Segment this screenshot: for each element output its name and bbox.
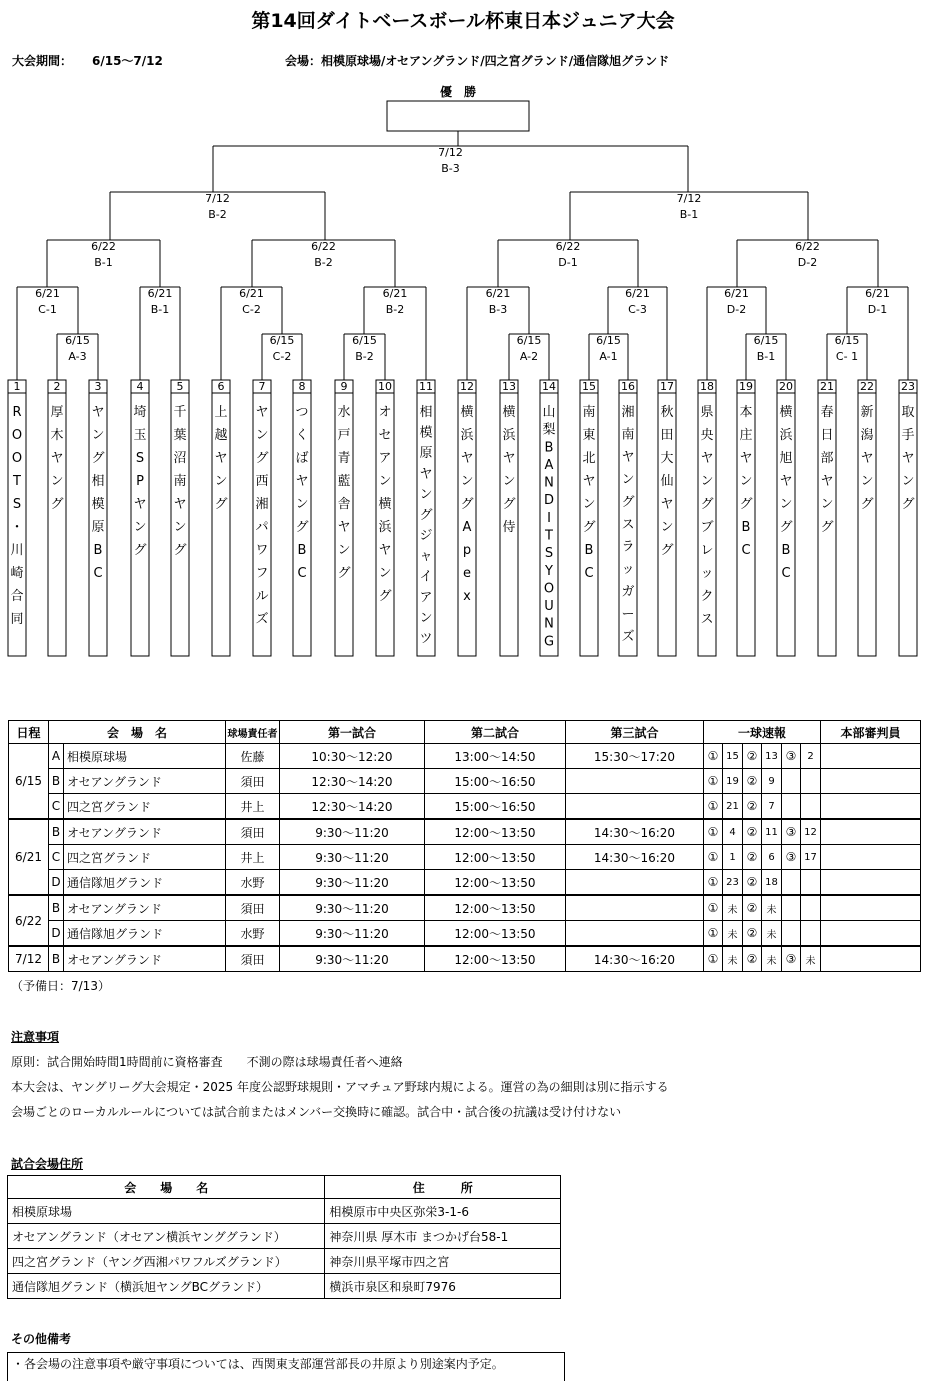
venue-letter: B [49, 819, 64, 845]
umpire-cell [821, 845, 921, 870]
address-col-venue: 会 場 名 [8, 1176, 325, 1199]
reserve-day: （予備日：7/13） [11, 979, 110, 993]
game3-time: 14:30～16:20 [566, 819, 704, 845]
venue-name: 四之宮グランド [64, 794, 226, 820]
result-game-marker: ② [743, 946, 762, 972]
page-title: 第14回ダイトベースボール杯東日本ジュニア大会 [251, 10, 675, 32]
address-row [8, 1274, 561, 1299]
venue-manager: 井上 [226, 794, 280, 820]
game2-time: 15:00～16:50 [425, 769, 566, 794]
game-code: B-2 [314, 256, 333, 269]
game1-time: 9:30～11:20 [280, 845, 425, 870]
game-code: B-1 [756, 350, 776, 363]
game1-time: 9:30～11:20 [280, 946, 425, 972]
header-date: 日程 [9, 721, 49, 744]
umpire-cell [821, 794, 921, 820]
game3-time [566, 794, 704, 820]
team-name: 千葉沼南ヤング [173, 405, 187, 558]
team-number: 5 [176, 380, 184, 393]
game1-time: 12:30～14:20 [280, 769, 425, 794]
game-date: 6/15 [834, 334, 860, 347]
team-name: 横浜ヤング A p e x [460, 405, 474, 604]
venue-letter: D [49, 921, 64, 947]
team-name: オセアン横浜ヤング [378, 405, 392, 604]
game2-time: 12:00～13:50 [425, 921, 566, 947]
result-value: 9 [762, 769, 782, 794]
schedule-row [9, 921, 921, 947]
team-number: 14 [542, 380, 556, 393]
venue-name: 通信隊旭グランド [64, 870, 226, 896]
header-game3: 第三試合 [566, 721, 704, 744]
result-game-marker: ① [704, 819, 723, 845]
team-box [580, 380, 598, 656]
game-code: C-1 [38, 303, 57, 316]
result-game-marker: ① [704, 769, 723, 794]
team-name: 上越ヤング [214, 405, 228, 512]
venue-letter: B [49, 895, 64, 921]
other-heading: その他備考 [11, 1332, 72, 1346]
game2-time: 12:00～13:50 [425, 870, 566, 896]
game-code: B-2 [355, 350, 374, 363]
team-name: ヤング西湘パワフルズ [255, 405, 269, 627]
game-date: 6/21 [382, 287, 408, 300]
team-name: ヤング相模原 B C [91, 405, 105, 581]
schedule-row [9, 946, 921, 972]
result-value [801, 895, 821, 921]
result-value: 15 [723, 744, 743, 769]
result-game-marker: ② [743, 921, 762, 947]
team-box [131, 380, 149, 656]
game-code: B-2 [208, 208, 227, 221]
venue-manager: 須田 [226, 819, 280, 845]
period-label: 大会期間： [12, 54, 73, 68]
game1-time: 10:30～12:20 [280, 744, 425, 769]
venue-manager: 須田 [226, 769, 280, 794]
game-code: C-2 [272, 350, 292, 363]
result-game-marker: ① [704, 870, 723, 896]
venue-manager: 水野 [226, 921, 280, 947]
game3-time: 14:30～16:20 [566, 946, 704, 972]
result-game-marker: ② [743, 769, 762, 794]
note-line: 会場ごとのローカルルールについては試合前またはメンバー交換時に確認。試合中・試合後の抗議は受け付けない [11, 1105, 622, 1119]
team-number: 15 [582, 380, 596, 393]
venue-name: 四之宮グランド [64, 845, 226, 870]
game1-time: 9:30～11:20 [280, 921, 425, 947]
team-number: 19 [739, 380, 753, 393]
team-name: 厚木ヤング [50, 405, 64, 512]
header-game1: 第一試合 [280, 721, 425, 744]
champion-box [387, 101, 529, 131]
game-date: 6/21 [724, 287, 749, 300]
header-game2: 第二試合 [425, 721, 566, 744]
result-value: 7 [762, 794, 782, 820]
venue-manager: 井上 [226, 845, 280, 870]
address-value: 横浜市泉区和泉町7976 [325, 1274, 561, 1299]
team-box [777, 380, 795, 656]
address-row [8, 1249, 561, 1274]
team-number: 10 [378, 380, 392, 393]
game-date: 6/15 [65, 334, 90, 347]
schedule-row [9, 895, 921, 921]
schedule-row [9, 794, 921, 820]
game2-time: 12:00～13:50 [425, 895, 566, 921]
result-value: 13 [762, 744, 782, 769]
game-date: 6/22 [555, 240, 581, 253]
team-number: 2 [53, 380, 61, 393]
result-game-marker: ② [743, 895, 762, 921]
result-game-marker [782, 921, 801, 947]
schedule-date: 6/15 [9, 744, 49, 820]
game-date: 6/15 [596, 334, 621, 347]
schedule-row [9, 870, 921, 896]
result-game-marker [782, 769, 801, 794]
team-number: 4 [136, 380, 144, 393]
team-name: 湘南ヤングスラッガーズ [621, 405, 635, 645]
venue-letter: B [49, 946, 64, 972]
result-game-marker: ① [704, 946, 723, 972]
result-game-marker: ① [704, 845, 723, 870]
game-code: C-3 [628, 303, 647, 316]
result-game-marker: ② [743, 744, 762, 769]
result-value: 2 [801, 744, 821, 769]
team-number: 3 [94, 380, 102, 393]
team-number: 20 [779, 380, 793, 393]
team-name: つくばヤング B C [295, 405, 309, 581]
game2-time: 13:00～14:50 [425, 744, 566, 769]
game-date: 7/12 [205, 192, 230, 205]
result-value: 11 [762, 819, 782, 845]
header-umpire: 本部審判員 [821, 721, 921, 744]
address-venue: 通信隊旭グランド（横浜旭ヤングBCグランド） [8, 1274, 325, 1299]
game-date: 6/15 [352, 334, 377, 347]
result-game-marker: ③ [782, 819, 801, 845]
game-code: B-1 [94, 256, 113, 269]
address-header-row [8, 1176, 561, 1199]
result-value: 19 [723, 769, 743, 794]
result-value: 未 [762, 895, 782, 921]
venue-name: 通信隊旭グランド [64, 921, 226, 947]
result-value: 21 [723, 794, 743, 820]
team-box [458, 380, 476, 656]
venue-name: オセアングランド [64, 769, 226, 794]
venues-line: 会場：相模原球場/オセアングランド/四之宮グランド/通信隊旭グランド [285, 54, 670, 68]
umpire-cell [821, 921, 921, 947]
umpire-cell [821, 744, 921, 769]
game3-time [566, 895, 704, 921]
address-row [8, 1224, 561, 1249]
team-box [171, 380, 189, 656]
result-value: 未 [801, 946, 821, 972]
result-value [801, 794, 821, 820]
team-name: 取手ヤング [901, 405, 915, 512]
game-code: B-1 [679, 208, 699, 221]
team-name: 山梨 B A N D I T S Y O U N G [542, 405, 556, 650]
schedule-date: 6/21 [9, 819, 49, 895]
game-code: A-2 [519, 350, 539, 363]
team-box [818, 380, 836, 656]
venue-letter: D [49, 870, 64, 896]
umpire-cell [821, 870, 921, 896]
schedule-header-row [9, 721, 921, 744]
game-date: 6/21 [239, 287, 264, 300]
game1-time: 9:30～11:20 [280, 870, 425, 896]
team-box [658, 380, 676, 656]
game-code: B-1 [150, 303, 170, 316]
game-code: B-2 [385, 303, 405, 316]
header-results: 一球速報 [704, 721, 821, 744]
team-name: 本庄ヤング B C [739, 405, 753, 558]
game3-time [566, 921, 704, 947]
game-code: A-3 [68, 350, 87, 363]
team-box [335, 380, 353, 656]
result-value: 6 [762, 845, 782, 870]
team-number: 21 [820, 380, 834, 393]
result-value: 18 [762, 870, 782, 896]
team-number: 7 [258, 380, 266, 393]
result-game-marker [782, 794, 801, 820]
game-date: 7/12 [438, 146, 463, 159]
schedule-row [9, 845, 921, 870]
game-code: A-1 [599, 350, 618, 363]
team-box [376, 380, 394, 656]
team-name: 相模原ヤングジャイアンツ [419, 405, 433, 647]
note-line: 原則：試合開始時間1時間前に資格審査 不測の際は球場責任者へ連絡 [11, 1055, 403, 1069]
game1-time: 9:30～11:20 [280, 819, 425, 845]
schedule-date: 6/22 [9, 895, 49, 946]
team-number: 13 [502, 380, 516, 393]
team-name: 横浜旭ヤング B C [779, 405, 793, 581]
game-date: 6/21 [35, 287, 60, 300]
result-game-marker: ① [704, 794, 723, 820]
team-box [899, 380, 917, 656]
team-box [212, 380, 230, 656]
champion-label: 優 勝 [439, 85, 477, 99]
team-name: 南東北ヤング B C [582, 405, 596, 581]
game3-time: 15:30～17:20 [566, 744, 704, 769]
venue-letter: A [49, 744, 64, 769]
game-date: 6/22 [91, 240, 116, 253]
game-code: D-1 [558, 256, 578, 269]
result-game-marker: ③ [782, 845, 801, 870]
game-code: C-2 [242, 303, 261, 316]
team-number: 9 [340, 380, 348, 393]
venue-letter: B [49, 769, 64, 794]
team-name: 横浜ヤング侍 [502, 405, 516, 535]
address-venue: オセアングランド（オセアン横浜ヤンググランド） [8, 1224, 325, 1249]
schedule-row [9, 769, 921, 794]
venue-letter: C [49, 794, 64, 820]
team-number: 8 [298, 380, 306, 393]
game-date: 6/22 [795, 240, 820, 253]
venue-name: オセアングランド [64, 895, 226, 921]
result-value: 17 [801, 845, 821, 870]
result-value: 未 [723, 895, 743, 921]
game3-time [566, 870, 704, 896]
venue-manager: 佐藤 [226, 744, 280, 769]
result-value [801, 870, 821, 896]
result-value: 未 [723, 921, 743, 947]
result-game-marker: ① [704, 921, 723, 947]
result-game-marker: ③ [782, 946, 801, 972]
result-value: 未 [723, 946, 743, 972]
team-name: 県央ヤングブレックス [700, 405, 714, 627]
result-value: 23 [723, 870, 743, 896]
result-game-marker: ② [743, 870, 762, 896]
address-value: 相模原市中央区弥栄3-1-6 [325, 1199, 561, 1224]
game-date: 7/12 [676, 192, 702, 205]
address-table [7, 1175, 561, 1299]
team-name: 水戸青藍舎ヤング [337, 405, 351, 581]
result-game-marker [782, 870, 801, 896]
team-name: 春日部ヤング [820, 405, 834, 535]
result-game-marker: ① [704, 895, 723, 921]
game2-time: 12:00～13:50 [425, 819, 566, 845]
header-manager: 球場責任者 [226, 721, 280, 744]
result-value: 12 [801, 819, 821, 845]
game-code: C- 1 [835, 350, 859, 363]
team-box [48, 380, 66, 656]
team-number: 1 [13, 380, 21, 393]
schedule-date: 7/12 [9, 946, 49, 972]
game-date: 6/22 [311, 240, 336, 253]
result-value: 4 [723, 819, 743, 845]
team-name: R O O T S ・川崎合同 [10, 405, 24, 627]
team-number: 6 [217, 380, 225, 393]
schedule-table [8, 720, 921, 972]
game-code: B-3 [441, 162, 460, 175]
umpire-cell [821, 819, 921, 845]
header-venue: 会 場 名 [49, 721, 226, 744]
result-value [801, 921, 821, 947]
team-name: 秋田大仙ヤング [660, 405, 674, 558]
result-game-marker: ① [704, 744, 723, 769]
team-box [500, 380, 518, 656]
team-number: 17 [660, 380, 674, 393]
team-number: 18 [700, 380, 714, 393]
address-value: 神奈川県 厚木市 まつかげ台58-1 [325, 1224, 561, 1249]
address-row [8, 1199, 561, 1224]
game-date: 6/15 [516, 334, 542, 347]
result-value: 未 [762, 946, 782, 972]
venue-manager: 須田 [226, 946, 280, 972]
team-box [89, 380, 107, 656]
game3-time: 14:30～16:20 [566, 845, 704, 870]
team-number: 16 [621, 380, 635, 393]
venue-name: オセアングランド [64, 946, 226, 972]
result-game-marker: ② [743, 819, 762, 845]
notes-heading: 注意事項 [11, 1030, 60, 1044]
addresses-heading: 試合会場住所 [11, 1157, 84, 1171]
game2-time: 12:00～13:50 [425, 946, 566, 972]
result-game-marker: ② [743, 794, 762, 820]
game-code: D-1 [867, 303, 888, 316]
game-date: 6/15 [753, 334, 779, 347]
game3-time [566, 769, 704, 794]
other-note: ・各会場の注意事項や厳守事項については、西関東支部運営部長の井原より別途案内予定。 [7, 1352, 565, 1381]
game-code: D-2 [797, 256, 818, 269]
venue-manager: 須田 [226, 895, 280, 921]
schedule-row [9, 744, 921, 769]
game-date: 6/21 [485, 287, 511, 300]
schedule-row [9, 819, 921, 845]
result-game-marker: ③ [782, 744, 801, 769]
team-name: 埼玉 S P ヤング [133, 405, 147, 558]
team-number: 22 [860, 380, 874, 393]
result-value: 未 [762, 921, 782, 947]
result-game-marker [782, 895, 801, 921]
venue-name: 相模原球場 [64, 744, 226, 769]
team-box [858, 380, 876, 656]
note-line: 本大会は、ヤングリーグ大会規定・2025 年度公認野球規則・アマチュア野球内規による。運営の為の細則は別に指示する [11, 1080, 669, 1094]
tournament-bracket [0, 80, 926, 665]
umpire-cell [821, 895, 921, 921]
umpire-cell [821, 946, 921, 972]
venue-name: オセアングランド [64, 819, 226, 845]
game-date: 6/21 [865, 287, 890, 300]
team-number: 12 [460, 380, 474, 393]
game1-time: 9:30～11:20 [280, 895, 425, 921]
result-value [801, 769, 821, 794]
result-game-marker: ② [743, 845, 762, 870]
game2-time: 12:00～13:50 [425, 845, 566, 870]
game-date: 6/21 [625, 287, 650, 300]
venue-manager: 水野 [226, 870, 280, 896]
team-number: 23 [901, 380, 915, 393]
team-box [737, 380, 755, 656]
address-venue: 相模原球場 [8, 1199, 325, 1224]
result-value: 1 [723, 845, 743, 870]
game2-time: 15:00～16:50 [425, 794, 566, 820]
address-col-addr: 住 所 [325, 1176, 561, 1199]
team-name: 新潟ヤング [860, 405, 874, 512]
game-code: B-3 [488, 303, 508, 316]
address-venue: 四之宮グランド（ヤング西湘パワフルズグランド） [8, 1249, 325, 1274]
game1-time: 12:30～14:20 [280, 794, 425, 820]
game-date: 6/21 [147, 287, 173, 300]
address-value: 神奈川県平塚市四之宮 [325, 1249, 561, 1274]
venue-letter: C [49, 845, 64, 870]
period-value: 6/15～7/12 [92, 54, 163, 68]
umpire-cell [821, 769, 921, 794]
game-code: D-2 [726, 303, 747, 316]
team-box [293, 380, 311, 656]
game-date: 6/15 [269, 334, 295, 347]
team-number: 11 [419, 380, 433, 393]
